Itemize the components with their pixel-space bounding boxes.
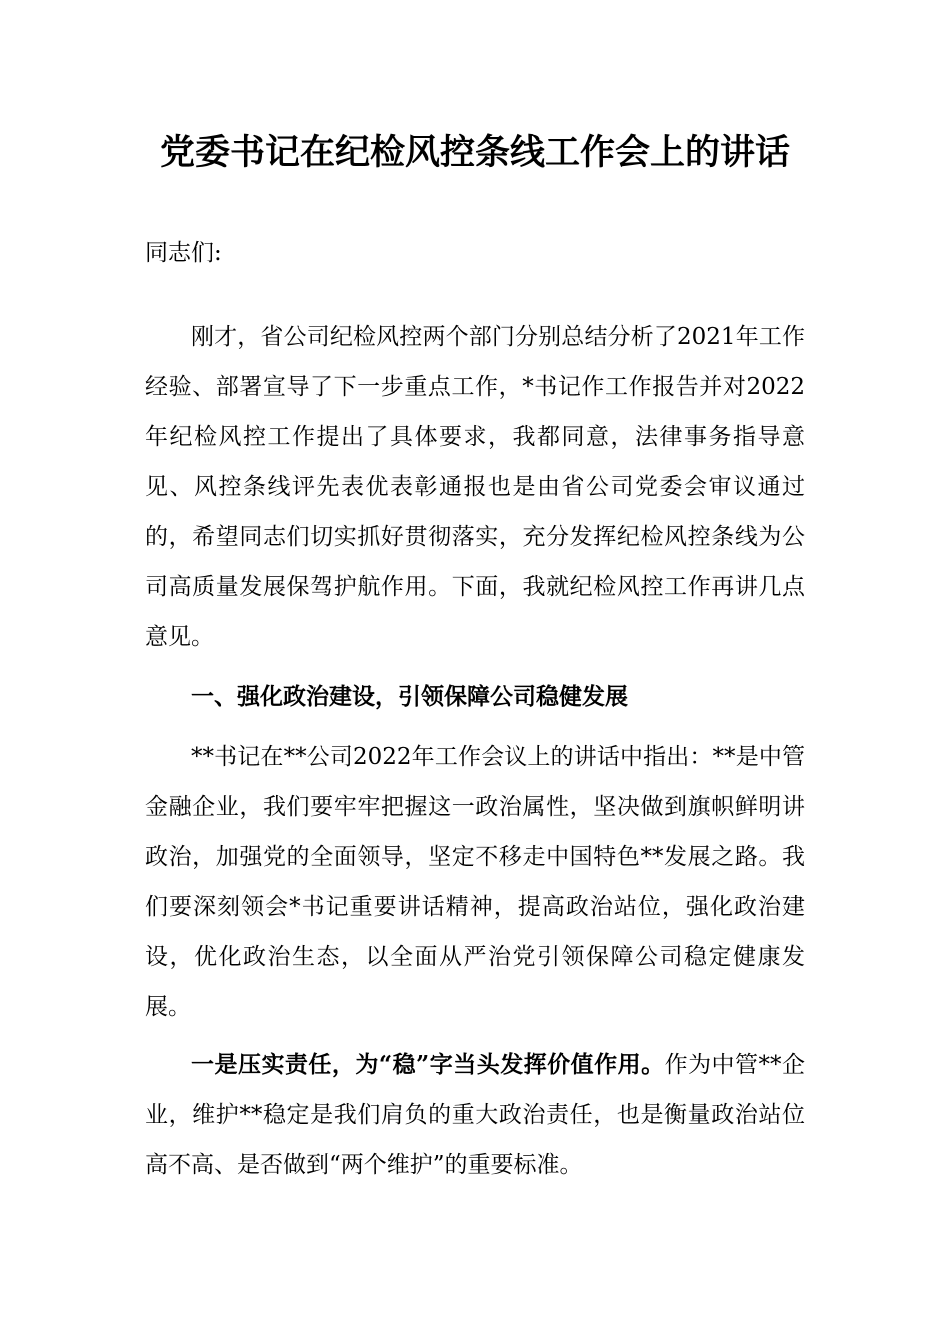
- greeting: 同志们:: [145, 240, 222, 266]
- document-title: 党委书记在纪检风控条线工作会上的讲话: [159, 132, 790, 173]
- paragraph-lead-sentence: 一是压实责任，为“稳”字当头发挥价值作用。: [191, 1051, 665, 1078]
- paragraph-responsibility: [145, 1040, 805, 1190]
- paragraph-intro: 刚才，省公司纪检风控两个部门分别总结分析了2021年工作经验、部署宣导了下一步重点工作，*书记作工作报告并对2022年纪检风控工作提出了具体要求，我都同意，法律事务指导意见、风控条线评先表优表彰通报也是由省公司党委会审议通过的，希望同志们切实抓好贯彻落实，充分发挥纪检风控条线为公司高质量发展保驾护航作用。下面，我就纪检风控工作再讲几点意见。: [145, 324, 805, 650]
- paragraph-continuation: 作为中管**企业，维护**稳定是我们肩负的重大政治责任，也是衡量政治站位高不高、是否做到“两个维护”的重要标准。: [145, 1052, 806, 1178]
- paragraph-political-building: **书记在**公司2022年工作会议上的讲话中指出：**是中管金融企业，我们要牢牢把握这一政治属性，坚决做到旗帜鲜明讲政治，加强党的全面领导，坚定不移走中国特色**发展之路。我们要深刻领会*书记重要讲话精神，提高政治站位，强化政治建设，优化政治生态，以全面从严治党引领保障公司稳定健康发展。: [145, 744, 805, 1020]
- section-heading-1: 一、强化政治建设，引领保障公司稳健发展: [191, 683, 628, 710]
